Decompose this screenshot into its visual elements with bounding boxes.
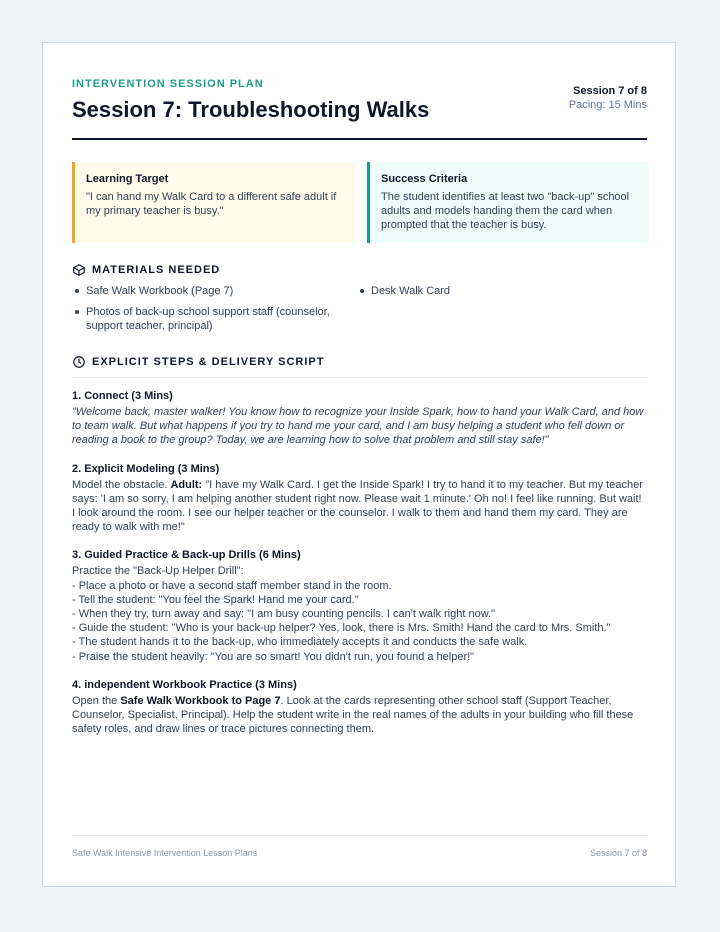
materials-heading xyxy=(72,263,647,277)
drill-line: - Place a photo or have a second staff member stand in the room. xyxy=(72,579,392,592)
step-title: 1. Connect (3 Mins) xyxy=(72,390,173,402)
steps-heading-text: EXPLICIT STEPS & DELIVERY SCRIPT xyxy=(92,356,325,368)
workbook-reference: Safe Walk Workbook to Page 7 xyxy=(120,694,281,707)
drill-line: - The student hands it to the back-up, who immediately accepts it and conducts the safe walk. xyxy=(72,636,528,649)
step-script: "Welcome back, master walker! You know how to recognize your Inside Spark, how to hand your Walk Card, and how to team walk. But what happens if you try to hand me your card, and I am busy helping a student who fell down or reading a book to the group? Today, we are learning how to solve that problem and still stay safe!" xyxy=(72,406,644,447)
step-script xyxy=(72,478,647,535)
session-number: Session 7 of 8 xyxy=(573,85,647,97)
materials-heading-text: MATERIALS NEEDED xyxy=(92,264,221,276)
lesson-plan-page xyxy=(42,42,676,887)
learning-target-heading: Learning Target xyxy=(86,173,169,185)
steps-content xyxy=(72,389,647,750)
list-item: Safe Walk Workbook (Page 7) xyxy=(72,284,357,298)
step-body: . Look at the cards representing other school staff (Support Teacher, Counselor, Specialist, Principal). Help the student write in the real names of the adults in your building who fill these safety roles, and draw lines or trace pictures connecting them. xyxy=(72,694,634,736)
speaker-label: Adult: xyxy=(170,478,203,491)
drill-line: - Praise the student heavily: "You are so smart! You didn't run, you found a helper!" xyxy=(72,650,475,663)
step-connect xyxy=(72,389,647,448)
learning-target-text: "I can hand my Walk Card to a different safe adult if my primary teacher is busy." xyxy=(86,191,337,217)
drill-line: - When they try, turn away and say: "I am busy counting pencils. I can't walk right now." xyxy=(72,608,496,621)
step-lead: Model the obstacle. xyxy=(72,478,171,491)
plan-type-label: INTERVENTION SESSION PLAN xyxy=(72,78,264,90)
step-guided-practice xyxy=(72,548,647,663)
step-title: 4. independent Workbook Practice (3 Mins) xyxy=(72,678,297,691)
drill-lines xyxy=(72,564,647,663)
step-lead: Open the xyxy=(72,694,121,707)
drill-line: Practice the "Back-Up Helper Drill": xyxy=(72,565,244,578)
footer-title: Safe Walk Intensive Intervention Lesson Plans xyxy=(72,848,258,858)
box-icon xyxy=(72,263,86,277)
header-divider xyxy=(72,138,647,140)
success-criteria-card xyxy=(367,162,649,243)
drill-line: - Guide the student: "Who is your back-up helper? Yes, look, there is Mrs. Smith! Hand the card to Mrs. Smith." xyxy=(72,622,611,635)
step-modeling xyxy=(72,462,647,535)
success-criteria-text: The student identifies at least two "back-up" school adults and models handing them the card when prompted that the teacher is busy. xyxy=(381,191,630,231)
success-criteria-heading: Success Criteria xyxy=(381,173,468,185)
step-title: 3. Guided Practice & Back-up Drills (6 Mins) xyxy=(72,549,301,562)
drill-line: - Tell the student: "You feel the Spark! Hand me your card." xyxy=(72,593,359,606)
pacing-label: Pacing: 15 Mins xyxy=(568,99,647,111)
clock-icon xyxy=(72,355,86,369)
step-title: 2. Explicit Modeling (3 Mins) xyxy=(72,462,220,475)
page-footer xyxy=(72,835,647,858)
steps-heading xyxy=(72,355,647,378)
step-workbook xyxy=(72,678,647,737)
footer-session: Session 7 of 8 xyxy=(589,848,647,858)
step-script xyxy=(72,694,647,737)
list-item: Photos of back-up school support staff (counselor, support teacher, principal) xyxy=(72,305,357,333)
materials-list xyxy=(72,284,647,340)
list-item: Desk Walk Card xyxy=(357,284,647,298)
learning-target-card xyxy=(72,162,355,243)
step-body: "I have my Walk Card. I get the Inside Spark! I try to hand it to my teacher. But my teacher says: 'I am so sorry, I am helping another student right now. Please wait 1 minute.' Oh no! I feel like running. But wait! I look around the room. I see our helper teacher or the counselor. I walk to them and hand them my card. They are ready to walk with me!" xyxy=(72,478,643,534)
page-title: Session 7: Troubleshooting Walks xyxy=(72,97,430,122)
